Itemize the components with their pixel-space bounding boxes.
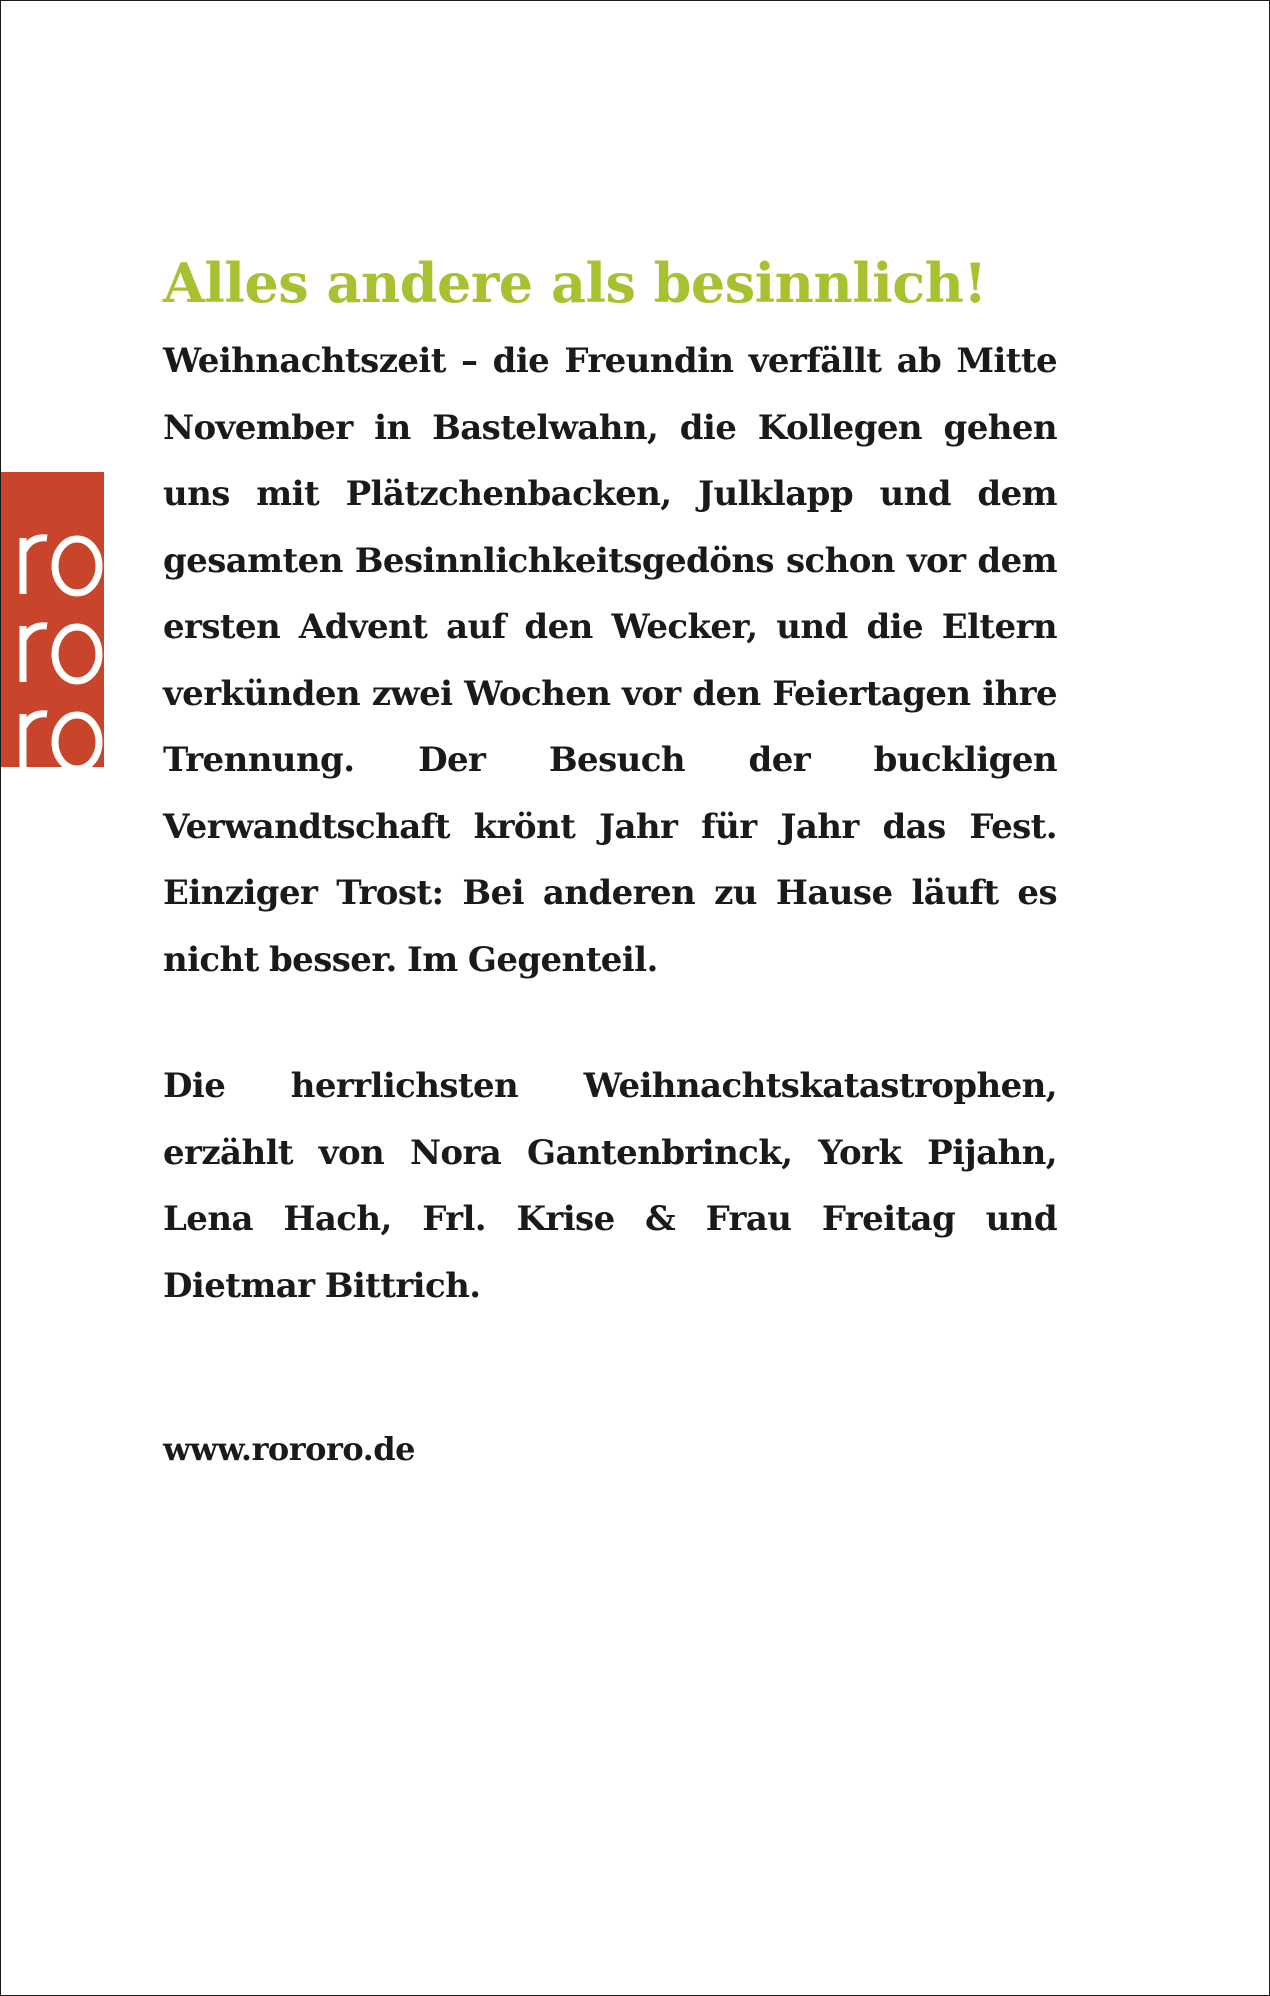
logo-letter-o-1 [55, 539, 99, 593]
rororo-logo-mark [1, 472, 104, 767]
headline: Alles andere als besinnlich! [163, 251, 987, 315]
rororo-logo [1, 472, 104, 767]
back-cover-text [163, 238, 1057, 1469]
logo-letter-r-2 [23, 626, 47, 682]
logo-letter-o-3 [55, 715, 99, 767]
blurb-paragraph-2: Die herrlichsten Weihnachtskatastrophen, erzählt von Nora Gantenbrinck, York Pijahn, Lena Hach, Frl. Krise & Frau Freitag und Dietmar Bittrich. [163, 1066, 1057, 1306]
logo-letter-r-1 [23, 538, 47, 594]
logo-letter-o-2 [55, 627, 99, 681]
blurb-paragraph-1: Weihnachtszeit – die Freundin verfällt ab Mitte November in Bastelwahn, die Kollegen gehen uns mit Plätzchenbacken, Julklapp und dem gesamten Besinnlichkeitsgedöns schon vor dem ersten Advent auf den Wecker, und die Eltern verkünden zwei Wochen vor den Feiertagen ihre Trennung. Der Besuch der buckligen Verwandtschaft krönt Jahr für Jahr das Fest. Einziger Trost: Bei anderen zu Hause läuft es nicht besser. Im Gegenteil. [163, 341, 1057, 980]
website-url: www.rororo.de [163, 1430, 415, 1468]
logo-letter-r-3 [23, 714, 47, 767]
